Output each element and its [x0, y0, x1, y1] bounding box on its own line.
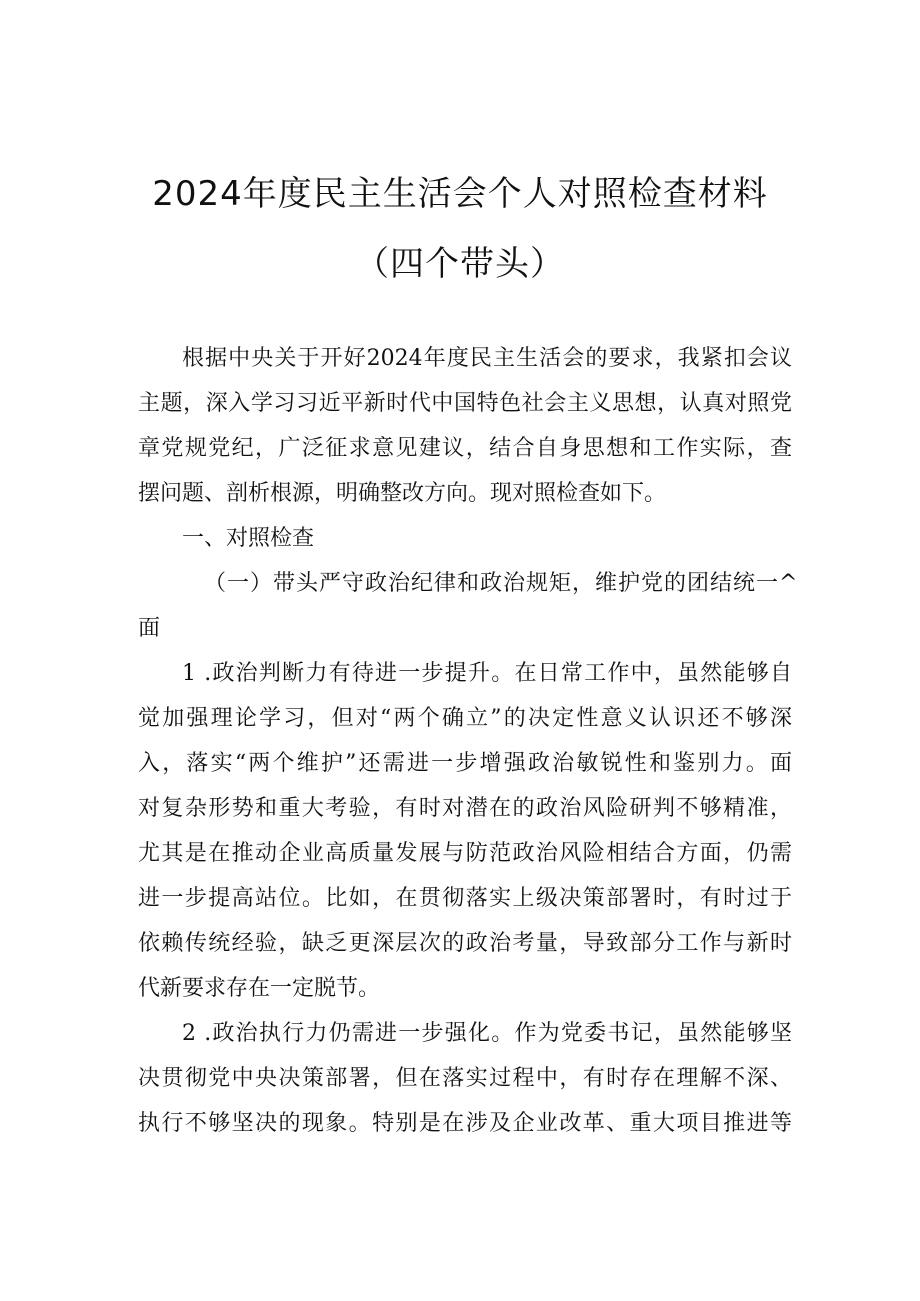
- section-heading: 一、对照检查: [182, 526, 315, 551]
- item-1-line: 觉加强理论学习，但对“两个确立”的决定性意义认识还不够深: [138, 706, 792, 731]
- document-body: [138, 336, 799, 1146]
- item-2-line: 执行不够坚决的现象。特别是在涉及企业改革、重大项目推进等: [138, 1111, 792, 1136]
- subsection-heading: [138, 561, 799, 651]
- item-1-line: 入，落实“两个维护”还需进一步增强政治敏锐性和鉴别力。面: [138, 751, 792, 776]
- document-subtitle: （四个带头）: [355, 244, 565, 284]
- subsection-heading-line: 面: [138, 616, 161, 641]
- item-2-line: 决贯彻党中央决策部署，但在落实过程中，有时存在理解不深、: [138, 1066, 792, 1091]
- item-2-paragraph: [138, 1011, 792, 1146]
- item-1-line: 对复杂形势和重大考验，有时对潜在的政治风险研判不够精准，: [138, 796, 792, 821]
- document-title: 2024年度民主生活会个人对照检查材料: [152, 174, 768, 214]
- subsection-heading-line: （一）带头严守政治纪律和政治规矩，维护党的团结统一^: [204, 571, 799, 596]
- item-1-line: 进一步提高站位。比如，在贯彻落实上级决策部署时，有时过于: [138, 886, 792, 911]
- intro-line: 主题，深入学习习近平新时代中国特色社会主义思想，认真对照党: [138, 391, 792, 416]
- item-2-line: 2 .政治执行力仍需进一步强化。作为党委书记，虽然能够坚: [182, 1021, 792, 1046]
- item-1-line: 1 .政治判断力有待进一步提升。在日常工作中，虽然能够自: [182, 661, 792, 686]
- intro-line: 根据中央关于开好2024年度民主生活会的要求，我紧扣会议: [182, 346, 792, 371]
- item-1-line: 依赖传统经验，缺乏更深层次的政治考量，导致部分工作与新时: [138, 931, 792, 956]
- item-1-line: 尤其是在推动企业高质量发展与防范政治风险相结合方面，仍需: [138, 841, 792, 866]
- item-1-paragraph: [138, 651, 792, 1011]
- intro-line: 章党规党纪，广泛征求意见建议，结合自身思想和工作实际，查: [138, 436, 792, 461]
- item-1-line: 代新要求存在一定脱节。: [138, 976, 381, 1001]
- intro-paragraph: [138, 336, 792, 516]
- intro-line: 摆问题、剖析根源，明确整改方向。现对照检查如下。: [138, 481, 667, 506]
